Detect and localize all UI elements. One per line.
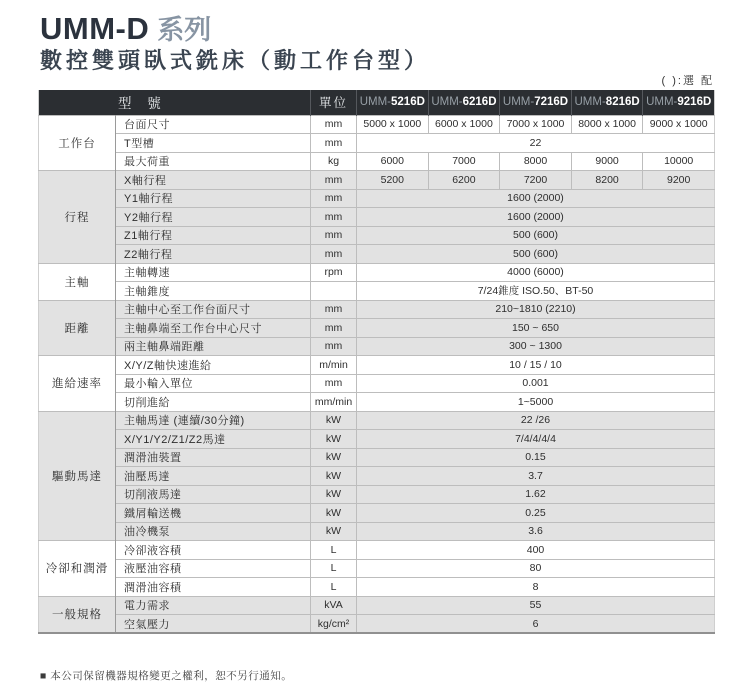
unit-cell: mm xyxy=(311,300,357,319)
value-span-cell: 0.15 xyxy=(357,448,715,467)
model-prefix-text: UMM- xyxy=(431,96,463,109)
parameter-label: T型槽 xyxy=(116,134,311,153)
unit-cell: mm xyxy=(311,337,357,356)
spec-row xyxy=(39,374,715,393)
category-cell: 一般規格 xyxy=(39,596,116,633)
unit-cell: kW xyxy=(311,448,357,467)
model-code-text: 7216D xyxy=(534,96,569,109)
unit-cell: kW xyxy=(311,485,357,504)
value-span-cell: 300 ~ 1300 xyxy=(357,337,715,356)
spec-row xyxy=(39,189,715,208)
parameter-label: X/Y/Z軸快速進給 xyxy=(116,356,311,375)
value-span-cell: 150 ~ 650 xyxy=(357,319,715,338)
parameter-label: 主軸馬達 (連續/30分鐘) xyxy=(116,411,311,430)
spec-row xyxy=(39,448,715,467)
value-span-cell: 0.001 xyxy=(357,374,715,393)
model-name-header xyxy=(357,90,429,115)
value-cell: 5000 x 1000 xyxy=(357,115,429,134)
value-cell: 8000 x 1000 xyxy=(571,115,643,134)
model-code-text: 5216D xyxy=(391,96,425,109)
spec-row xyxy=(39,504,715,523)
value-cell: 9200 xyxy=(643,171,715,190)
value-span-cell: 3.6 xyxy=(357,522,715,541)
value-cell: 7000 xyxy=(428,152,500,171)
model-prefix-text: UMM- xyxy=(359,96,392,109)
parameter-label: 鐵屑輸送機 xyxy=(116,504,311,523)
value-span-cell: 6 xyxy=(357,615,715,634)
value-span-cell: 8 xyxy=(357,578,715,597)
spec-row xyxy=(39,115,715,134)
table-header xyxy=(39,90,715,115)
unit-cell: mm xyxy=(311,226,357,245)
machine-type-subtitle: 數控雙頭臥式銑床（動工作台型） xyxy=(40,48,431,73)
unit-cell: kW xyxy=(311,411,357,430)
model-name-header xyxy=(428,90,500,115)
parameter-label: 主軸鼻端至工作台中心尺寸 xyxy=(116,319,311,338)
spec-row xyxy=(39,596,715,615)
model-code-text: 8216D xyxy=(605,96,640,109)
unit-cell: mm xyxy=(311,319,357,338)
unit-cell: kW xyxy=(311,504,357,523)
unit-cell: L xyxy=(311,559,357,578)
spec-row xyxy=(39,319,715,338)
model-name-header xyxy=(643,90,715,115)
spec-row xyxy=(39,430,715,449)
parameter-label: Y1軸行程 xyxy=(116,189,311,208)
category-cell: 進給速率 xyxy=(39,356,116,412)
unit-cell: mm xyxy=(311,245,357,264)
value-span-cell: 0.25 xyxy=(357,504,715,523)
model-name-header xyxy=(500,90,572,115)
spec-row xyxy=(39,522,715,541)
unit-column-header: 單位 xyxy=(311,90,357,115)
spec-row xyxy=(39,393,715,412)
parameter-label: 切削液馬達 xyxy=(116,485,311,504)
spec-row xyxy=(39,245,715,264)
disclaimer-note: ■ 本公司保留機器規格變更之權利，恕不另行通知。 xyxy=(40,670,293,682)
value-span-cell: 4000 (6000) xyxy=(357,263,715,282)
parameter-label: 空氣壓力 xyxy=(116,615,311,634)
value-span-cell: 22 xyxy=(357,134,715,153)
value-cell: 9000 x 1000 xyxy=(643,115,715,134)
model-prefix-text: UMM- xyxy=(646,96,678,109)
model-column-header: 型 號 xyxy=(39,90,311,115)
category-cell: 行程 xyxy=(39,171,116,264)
value-span-cell: 500 (600) xyxy=(357,245,715,264)
value-span-cell: 80 xyxy=(357,559,715,578)
parameter-label: 電力需求 xyxy=(116,596,311,615)
spec-row xyxy=(39,578,715,597)
spec-row xyxy=(39,615,715,634)
unit-cell: kg/cm² xyxy=(311,615,357,634)
unit-cell: mm xyxy=(311,189,357,208)
parameter-label: 油壓馬達 xyxy=(116,467,311,486)
value-span-cell: 210~1810 (2210) xyxy=(357,300,715,319)
parameter-label: 主軸錐度 xyxy=(116,282,311,301)
spec-row xyxy=(39,171,715,190)
series-suffix-title: 系列 xyxy=(157,15,212,45)
parameter-label: 主軸中心至工作台面尺寸 xyxy=(116,300,311,319)
parameter-label: X軸行程 xyxy=(116,171,311,190)
spec-row xyxy=(39,263,715,282)
option-legend-note: ( ):選 配 xyxy=(661,75,714,87)
value-span-cell: 1600 (2000) xyxy=(357,189,715,208)
category-cell: 主軸 xyxy=(39,263,116,300)
unit-cell: mm xyxy=(311,171,357,190)
category-cell: 距離 xyxy=(39,300,116,356)
page-title xyxy=(40,8,211,47)
spec-row xyxy=(39,282,715,301)
unit-cell: kW xyxy=(311,522,357,541)
series-code-title: UMM-D xyxy=(40,11,150,46)
value-span-cell: 7/24錐度 ISO.50、BT-50 xyxy=(357,282,715,301)
parameter-label: Y2軸行程 xyxy=(116,208,311,227)
unit-cell: rpm xyxy=(311,263,357,282)
parameter-label: 潤滑油裝置 xyxy=(116,448,311,467)
unit-cell: kVA xyxy=(311,596,357,615)
parameter-label: 潤滑油容積 xyxy=(116,578,311,597)
value-cell: 9000 xyxy=(571,152,643,171)
parameter-label: Z2軸行程 xyxy=(116,245,311,264)
value-cell: 7200 xyxy=(500,171,572,190)
value-cell: 6200 xyxy=(428,171,500,190)
spec-row xyxy=(39,337,715,356)
value-cell: 6000 xyxy=(357,152,429,171)
unit-cell: L xyxy=(311,541,357,560)
category-cell: 驅動馬達 xyxy=(39,411,116,541)
value-cell: 8200 xyxy=(571,171,643,190)
unit-cell: mm xyxy=(311,134,357,153)
unit-cell: m/min xyxy=(311,356,357,375)
parameter-label: Z1軸行程 xyxy=(116,226,311,245)
spec-row xyxy=(39,541,715,560)
spec-row xyxy=(39,208,715,227)
parameter-label: 冷卻液容積 xyxy=(116,541,311,560)
parameter-label: 兩主軸鼻端距離 xyxy=(116,337,311,356)
spec-row xyxy=(39,467,715,486)
unit-cell: kW xyxy=(311,467,357,486)
spec-row xyxy=(39,152,715,171)
parameter-label: 主軸轉速 xyxy=(116,263,311,282)
value-span-cell: 500 (600) xyxy=(357,226,715,245)
category-cell: 工作台 xyxy=(39,115,116,171)
parameter-label: 最小輸入單位 xyxy=(116,374,311,393)
value-span-cell: 400 xyxy=(357,541,715,560)
parameter-label: 液壓油容積 xyxy=(116,559,311,578)
specification-table xyxy=(38,90,715,634)
model-prefix-text: UMM- xyxy=(574,96,606,109)
unit-cell: L xyxy=(311,578,357,597)
category-cell: 冷卻和潤滑 xyxy=(39,541,116,597)
model-code-text: 6216D xyxy=(462,96,497,109)
value-span-cell: 7/4/4/4/4 xyxy=(357,430,715,449)
spec-row xyxy=(39,559,715,578)
value-cell: 10000 xyxy=(643,152,715,171)
spec-row xyxy=(39,411,715,430)
spec-row xyxy=(39,226,715,245)
spec-row xyxy=(39,134,715,153)
parameter-label: 油冷機泵 xyxy=(116,522,311,541)
model-code-text: 9216D xyxy=(677,96,712,109)
model-name-header xyxy=(571,90,643,115)
value-span-cell: 1~5000 xyxy=(357,393,715,412)
parameter-label: 台面尺寸 xyxy=(116,115,311,134)
value-cell: 8000 xyxy=(500,152,572,171)
value-span-cell: 3.7 xyxy=(357,467,715,486)
parameter-label: 最大荷重 xyxy=(116,152,311,171)
spec-row xyxy=(39,300,715,319)
parameter-label: 切削進給 xyxy=(116,393,311,412)
value-span-cell: 1.62 xyxy=(357,485,715,504)
value-cell: 6000 x 1000 xyxy=(428,115,500,134)
unit-cell xyxy=(311,282,357,301)
value-span-cell: 10 / 15 / 10 xyxy=(357,356,715,375)
value-cell: 7000 x 1000 xyxy=(500,115,572,134)
spec-row xyxy=(39,356,715,375)
value-span-cell: 22 /26 xyxy=(357,411,715,430)
unit-cell: mm/min xyxy=(311,393,357,412)
model-prefix-text: UMM- xyxy=(502,96,535,109)
value-cell: 5200 xyxy=(357,171,429,190)
unit-cell: mm xyxy=(311,115,357,134)
value-span-cell: 55 xyxy=(357,596,715,615)
value-span-cell: 1600 (2000) xyxy=(357,208,715,227)
unit-cell: kW xyxy=(311,430,357,449)
unit-cell: kg xyxy=(311,152,357,171)
parameter-label: X/Y1/Y2/Z1/Z2馬達 xyxy=(116,430,311,449)
unit-cell: mm xyxy=(311,374,357,393)
unit-cell: mm xyxy=(311,208,357,227)
spec-row xyxy=(39,485,715,504)
